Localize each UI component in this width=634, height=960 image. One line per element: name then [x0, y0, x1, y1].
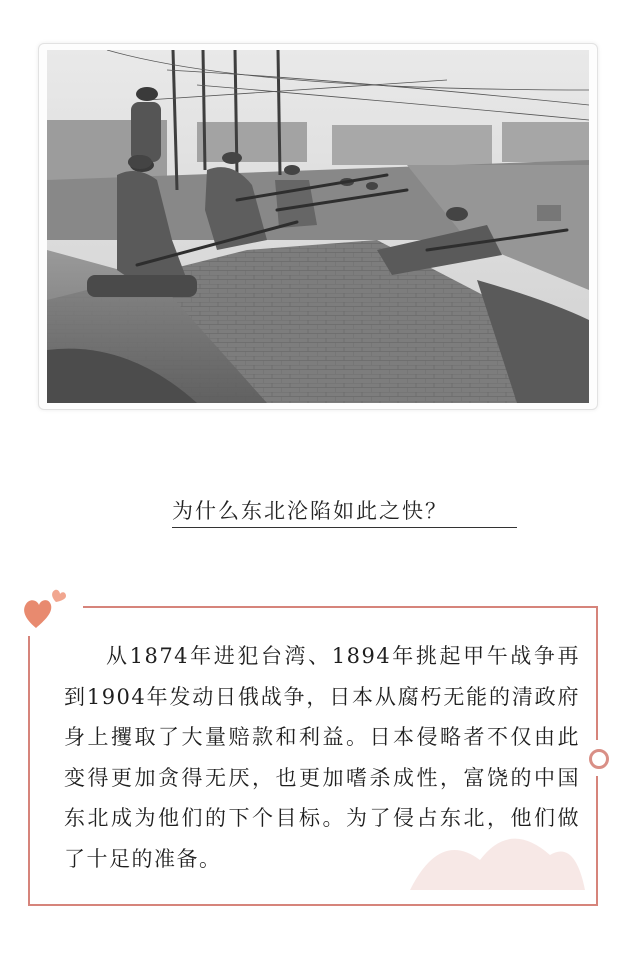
soldiers-photo-image — [47, 50, 589, 403]
box-border-right — [596, 606, 598, 740]
box-border-left — [28, 636, 30, 906]
ring-icon — [589, 749, 609, 769]
photo-frame — [38, 43, 598, 410]
heart-icon — [22, 588, 72, 630]
box-border-right-lower — [596, 776, 598, 906]
historical-photo — [47, 50, 589, 403]
article-paragraph: 从1874年进犯台湾、1894年挑起甲午战争再到1904年发动日俄战争，日本从腐朽无能的清政府身上攫取了大量赔款和利益。日本侵略者不仅由此变得更加贪得无厌，也更加嗜杀成性，富饶的中国东北成为他们的下个目标。为了侵占东北，他们做了十足的准备。 — [64, 644, 580, 871]
box-border-top — [83, 606, 598, 608]
section-heading: 为什么东北沦陷如此之快？ — [172, 495, 517, 528]
box-border-bottom — [28, 904, 598, 906]
